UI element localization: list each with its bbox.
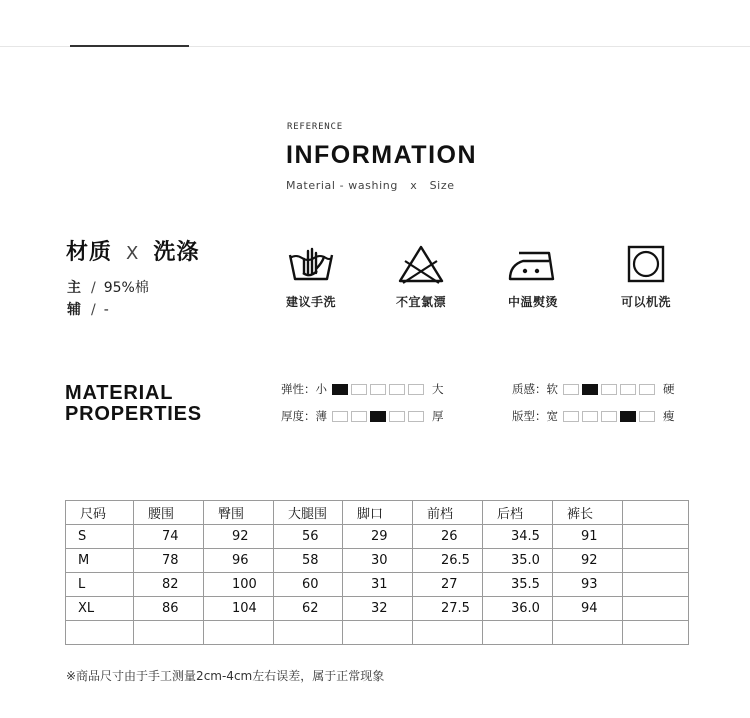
- table-cell: 32: [343, 597, 413, 621]
- scale-box: [563, 411, 579, 422]
- table-cell: 92: [553, 549, 623, 573]
- mp-title-line1: MATERIAL: [65, 382, 174, 404]
- scale-box: [563, 384, 579, 395]
- scale-box: [620, 384, 636, 395]
- scale-box: [408, 384, 424, 395]
- table-header-cell: [623, 501, 689, 525]
- scale-boxes: [332, 384, 427, 395]
- scale-low: 软: [546, 382, 558, 396]
- table-cell: [66, 621, 134, 645]
- table-row: [66, 573, 689, 597]
- table-cell: 104: [204, 597, 274, 621]
- table-cell: 58: [274, 549, 343, 573]
- table-cell: [623, 549, 689, 573]
- composition-key: 主: [67, 280, 81, 296]
- hand-wash-icon: [286, 243, 336, 285]
- table-cell: 86: [134, 597, 204, 621]
- table-cell: 36.0: [483, 597, 553, 621]
- table-cell: 56: [274, 525, 343, 549]
- table-cell: [274, 621, 343, 645]
- scale-texture: 质感 ： 软 硬: [512, 382, 675, 396]
- information-subtitle: Material - washing x Size: [286, 179, 455, 192]
- scale-low: 薄: [315, 409, 327, 423]
- table-header-cell: 腰围: [134, 501, 204, 525]
- table-cell: 78: [134, 549, 204, 573]
- scale-box: [389, 384, 405, 395]
- table-cell: 91: [553, 525, 623, 549]
- scale-box: [370, 384, 386, 395]
- care-hand-wash: [271, 243, 351, 310]
- reference-label: REFERENCE: [287, 122, 343, 132]
- mp-title-line2: PROPERTIES: [65, 403, 202, 425]
- table-cell: XL: [66, 597, 134, 621]
- scale-box-selected: [370, 411, 386, 422]
- scale-high: 硬: [663, 382, 675, 396]
- table-cell: 60: [274, 573, 343, 597]
- table-cell: 82: [134, 573, 204, 597]
- care-no-bleach: [381, 243, 461, 310]
- table-cell: 29: [343, 525, 413, 549]
- iron-medium-icon: [505, 243, 561, 285]
- scale-low: 宽: [546, 409, 558, 423]
- table-row: [66, 597, 689, 621]
- care-machine: [606, 243, 686, 310]
- table-cell: 27.5: [413, 597, 483, 621]
- scale-boxes: [332, 411, 427, 422]
- table-cell: 27: [413, 573, 483, 597]
- care-label: 可以机洗: [620, 295, 671, 309]
- table-cell: [623, 597, 689, 621]
- composition-aux-row: [67, 299, 109, 319]
- material-properties-title: [65, 383, 202, 425]
- top-accent-bar: [70, 45, 189, 47]
- scale-name: 版型: [512, 409, 535, 423]
- scale-box: [351, 411, 367, 422]
- scale-box: [582, 411, 598, 422]
- table-row: [66, 621, 689, 645]
- table-cell: 34.5: [483, 525, 553, 549]
- table-cell: 31: [343, 573, 413, 597]
- table-cell: L: [66, 573, 134, 597]
- care-label: 建议手洗: [285, 295, 336, 309]
- material-washing-title: [66, 235, 199, 266]
- scale-box: [351, 384, 367, 395]
- table-cell: 94: [553, 597, 623, 621]
- table-cell: [343, 621, 413, 645]
- scale-fit: 版型 ： 宽 瘦: [512, 409, 675, 423]
- table-row: [66, 549, 689, 573]
- table-cell: 74: [134, 525, 204, 549]
- table-header-cell: 大腿围: [274, 501, 343, 525]
- table-cell: 92: [204, 525, 274, 549]
- scale-box: [332, 411, 348, 422]
- size-table: [65, 500, 689, 645]
- table-cell: [553, 621, 623, 645]
- table-cell: 26.5: [413, 549, 483, 573]
- table-cell: M: [66, 549, 134, 573]
- table-header-cell: 后档: [483, 501, 553, 525]
- table-cell: 26: [413, 525, 483, 549]
- scale-name: 厚度: [281, 409, 304, 423]
- scale-box-selected: [582, 384, 598, 395]
- table-header-row: [66, 501, 689, 525]
- table-header-cell: 尺码: [66, 501, 134, 525]
- scale-name: 质感: [512, 382, 535, 396]
- table-cell: 93: [553, 573, 623, 597]
- scale-box: [408, 411, 424, 422]
- table-body: [66, 525, 689, 645]
- scale-box-selected: [620, 411, 636, 422]
- tumble-dry-icon: [621, 243, 671, 285]
- care-label: 不宜氯漂: [395, 295, 446, 309]
- scale-high: 大: [432, 382, 444, 396]
- information-title: INFORMATION: [286, 141, 478, 169]
- scale-box: [601, 384, 617, 395]
- table-cell: [134, 621, 204, 645]
- table-cell: 30: [343, 549, 413, 573]
- table-cell: [623, 621, 689, 645]
- title-x: X: [126, 243, 140, 264]
- scale-box-selected: [332, 384, 348, 395]
- material-label: 材质: [66, 240, 113, 265]
- composition-sep: /: [91, 302, 96, 318]
- scale-elasticity: 弹性 ： 小 大: [281, 382, 444, 396]
- table-row: [66, 525, 689, 549]
- table-cell: 62: [274, 597, 343, 621]
- table-cell: [413, 621, 483, 645]
- composition-sep: /: [91, 280, 96, 296]
- table-header-cell: 臀围: [204, 501, 274, 525]
- composition-key: 辅: [67, 302, 81, 318]
- composition-value: 95%棉: [103, 280, 149, 296]
- care-label: 中温熨烫: [507, 295, 558, 309]
- scale-low: 小: [315, 382, 327, 396]
- table-cell: 35.5: [483, 573, 553, 597]
- table-cell: [623, 525, 689, 549]
- table-header-cell: 裤长: [553, 501, 623, 525]
- composition-main-row: [67, 277, 149, 297]
- measurement-footnote: ※商品尺寸由于手工测量2cm-4cm左右误差，属于正常现象: [66, 669, 385, 683]
- scale-box: [601, 411, 617, 422]
- scale-thickness: 厚度 ： 薄 厚: [281, 409, 444, 423]
- table-cell: 100: [204, 573, 274, 597]
- scale-boxes: [563, 411, 658, 422]
- washing-label: 洗涤: [153, 240, 200, 265]
- table-cell: [623, 573, 689, 597]
- scale-boxes: [563, 384, 658, 395]
- table-cell: [204, 621, 274, 645]
- composition-value: -: [103, 302, 109, 318]
- scale-high: 瘦: [663, 409, 675, 423]
- table-cell: 96: [204, 549, 274, 573]
- table-cell: [483, 621, 553, 645]
- scale-box: [639, 384, 655, 395]
- table-header-cell: 脚口: [343, 501, 413, 525]
- table-header-cell: 前档: [413, 501, 483, 525]
- scale-high: 厚: [432, 409, 444, 423]
- care-iron: [493, 243, 573, 310]
- table-cell: S: [66, 525, 134, 549]
- scale-box: [639, 411, 655, 422]
- no-bleach-icon: [396, 243, 446, 285]
- table-cell: 35.0: [483, 549, 553, 573]
- scale-name: 弹性: [281, 382, 304, 396]
- scale-box: [389, 411, 405, 422]
